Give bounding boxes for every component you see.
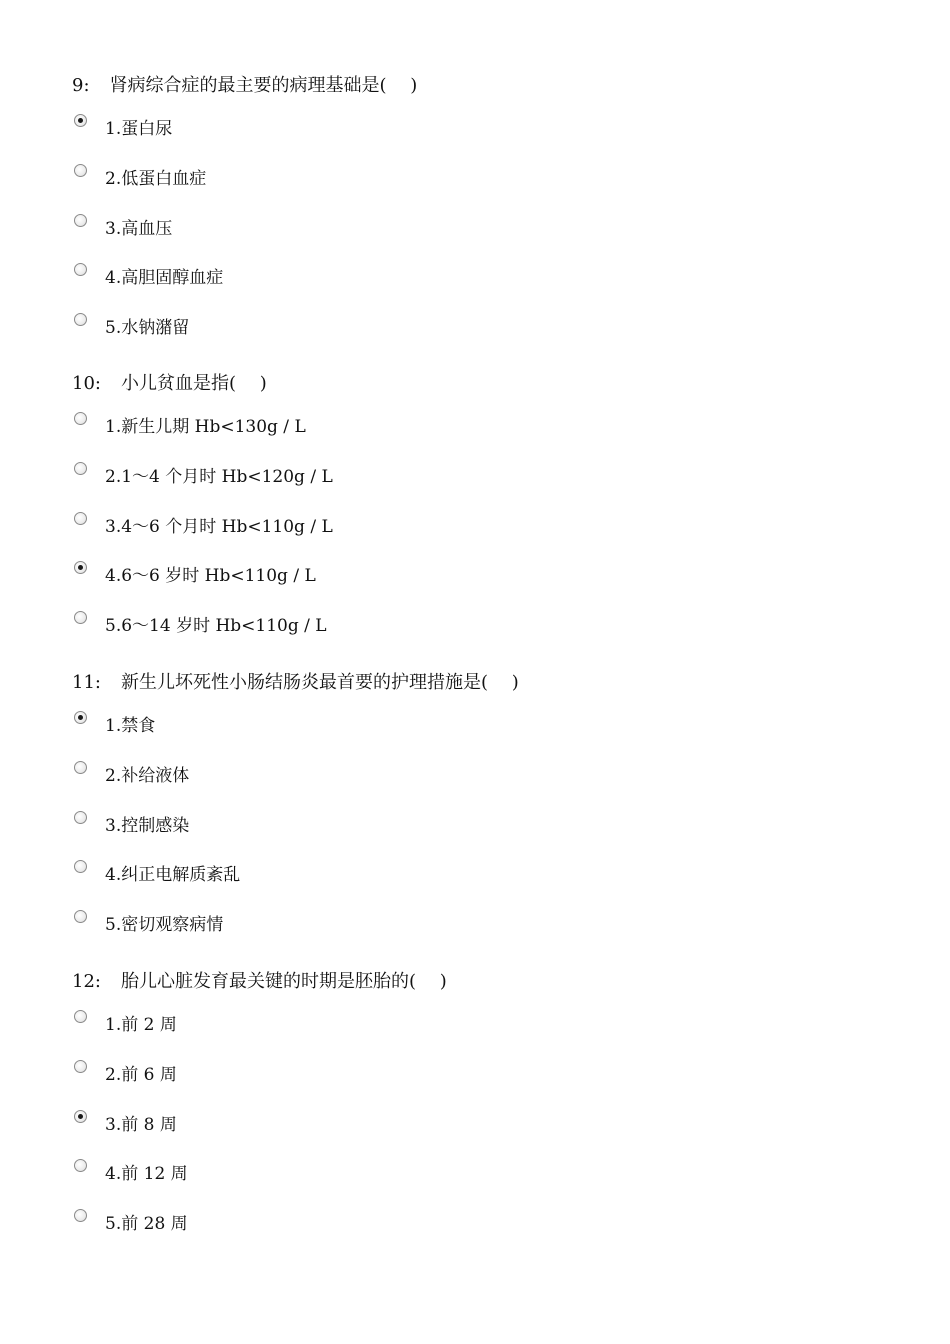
option-label[interactable]: 5.前 28 周 (105, 1214, 188, 1235)
question-number: 10: (72, 373, 101, 394)
radio-button[interactable] (74, 811, 87, 824)
radio-button[interactable] (74, 1060, 87, 1073)
option-label[interactable]: 4.高胆固醇血症 (105, 268, 224, 289)
radio-button[interactable] (74, 412, 87, 425)
option-label[interactable]: 4.前 12 周 (105, 1164, 188, 1185)
option-3[interactable] (72, 214, 932, 264)
option-label[interactable]: 3.前 8 周 (105, 1114, 177, 1135)
option-1[interactable] (72, 114, 932, 164)
option-5[interactable] (72, 1209, 932, 1259)
radio-button[interactable] (74, 711, 87, 724)
radio-button[interactable] (74, 214, 87, 227)
option-5[interactable] (72, 313, 932, 363)
option-4[interactable] (72, 860, 932, 910)
radio-button[interactable] (74, 1010, 87, 1023)
option-5[interactable] (72, 910, 932, 960)
question-title (72, 967, 932, 997)
option-4[interactable] (72, 561, 932, 611)
question-text: 小儿贫血是指( ) (120, 373, 267, 394)
option-label[interactable]: 1.前 2 周 (105, 1015, 177, 1035)
radio-button[interactable] (74, 114, 87, 127)
option-label[interactable]: 2.补给液体 (105, 765, 190, 786)
question-title (72, 668, 932, 698)
question-number: 11: (72, 672, 101, 693)
question-text: 肾病综合症的最主要的病理基础是( ) (109, 75, 418, 96)
question-text: 新生儿坏死性小肠结肠炎最首要的护理措施是( ) (120, 672, 519, 693)
option-label[interactable]: 2.低蛋白血症 (105, 168, 207, 189)
option-2[interactable] (72, 761, 932, 811)
radio-button[interactable] (74, 462, 87, 475)
option-1[interactable] (72, 711, 932, 761)
radio-button[interactable] (74, 910, 87, 923)
question-12 (72, 967, 932, 1259)
radio-button[interactable] (74, 611, 87, 624)
option-list (72, 412, 932, 661)
question-11 (72, 668, 932, 960)
question-title (72, 71, 932, 101)
option-3[interactable] (72, 512, 932, 562)
question-title (72, 369, 932, 399)
radio-button[interactable] (74, 1159, 87, 1172)
option-1[interactable] (72, 412, 932, 462)
option-label[interactable]: 3.4～6 个月时 Hb<110g / L (105, 516, 333, 537)
option-label[interactable]: 4.纠正电解质紊乱 (105, 865, 241, 886)
option-list (72, 114, 932, 363)
option-4[interactable] (72, 1159, 932, 1209)
radio-button[interactable] (74, 263, 87, 276)
question-number: 12: (72, 971, 101, 992)
radio-button[interactable] (74, 313, 87, 326)
option-5[interactable] (72, 611, 932, 661)
option-label[interactable]: 1.禁食 (105, 716, 156, 736)
question-10 (72, 369, 932, 661)
option-label[interactable]: 3.高血压 (105, 218, 173, 239)
option-3[interactable] (72, 1110, 932, 1160)
option-label[interactable]: 5.6～14 岁时 Hb<110g / L (105, 616, 327, 637)
radio-button[interactable] (74, 164, 87, 177)
option-label[interactable]: 2.1～4 个月时 Hb<120g / L (105, 466, 333, 487)
radio-button[interactable] (74, 860, 87, 873)
option-label[interactable]: 5.水钠潴留 (105, 318, 190, 339)
option-label[interactable]: 5.密切观察病情 (105, 915, 224, 936)
option-2[interactable] (72, 164, 932, 214)
option-3[interactable] (72, 811, 932, 861)
question-number: 9: (72, 75, 90, 96)
option-list (72, 1010, 932, 1259)
radio-button[interactable] (74, 512, 87, 525)
option-2[interactable] (72, 462, 932, 512)
option-4[interactable] (72, 263, 932, 313)
option-label[interactable]: 1.新生儿期 Hb<130g / L (105, 417, 306, 437)
radio-button[interactable] (74, 761, 87, 774)
option-2[interactable] (72, 1060, 932, 1110)
option-list (72, 711, 932, 960)
radio-button[interactable] (74, 561, 87, 574)
option-label[interactable]: 2.前 6 周 (105, 1064, 177, 1085)
option-label[interactable]: 1.蛋白尿 (105, 119, 173, 139)
option-label[interactable]: 3.控制感染 (105, 815, 190, 836)
question-9 (72, 71, 932, 363)
option-1[interactable] (72, 1010, 932, 1060)
radio-button[interactable] (74, 1110, 87, 1123)
question-text: 胎儿心脏发育最关键的时期是胚胎的( ) (120, 971, 447, 992)
option-label[interactable]: 4.6～6 岁时 Hb<110g / L (105, 566, 316, 587)
radio-button[interactable] (74, 1209, 87, 1222)
